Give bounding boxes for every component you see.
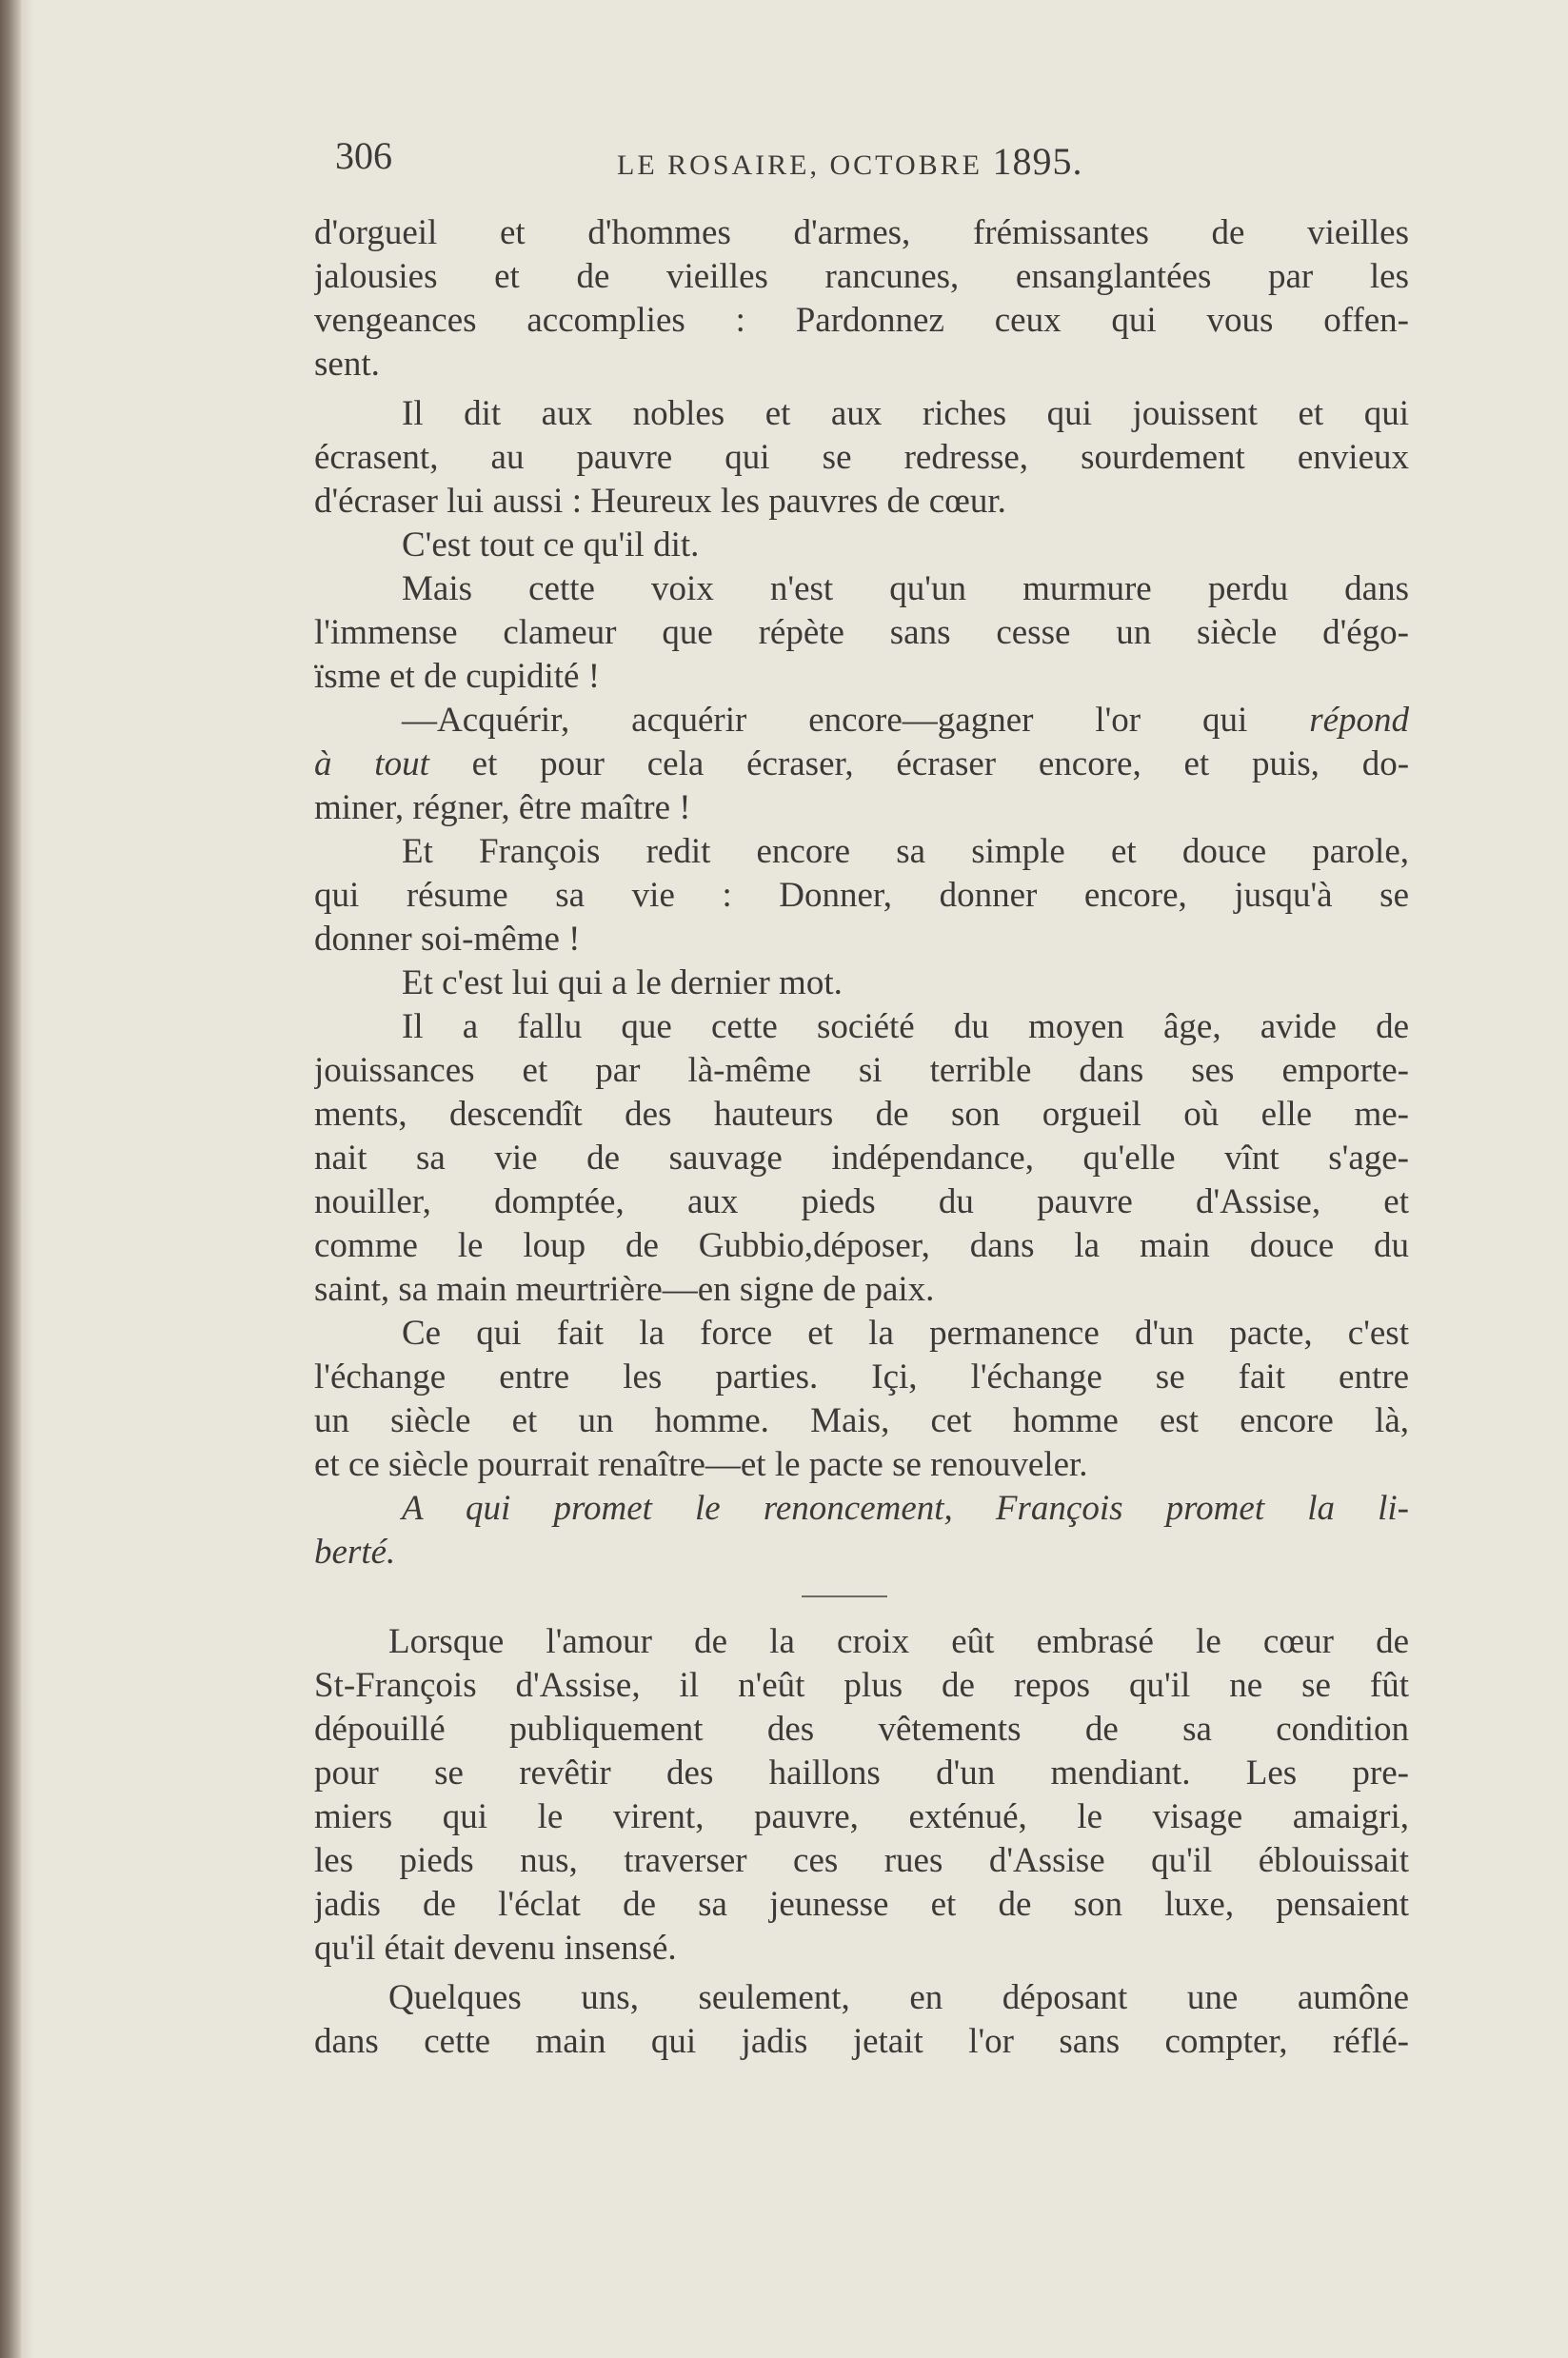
text-line: Quelques uns, seulement, en déposant une aumône — [388, 1978, 1409, 2017]
italic-text-line: berté. — [314, 1533, 396, 1572]
text-line: Il a fallu que cette société du moyen âge, avide de — [402, 1007, 1409, 1046]
text-line: nouiller, domptée, aux pieds du pauvre d'Assise, et — [314, 1182, 1409, 1221]
running-title-text: LE ROSAIRE, OCTOBRE — [617, 149, 982, 181]
text-line: jadis de l'éclat de sa jeunesse et de son luxe, pensaient — [314, 1885, 1409, 1924]
paragraph-4 — [314, 567, 1409, 699]
text-line: jouissances et par là-même si terrible dans ses emporte- — [314, 1051, 1409, 1090]
text-line: jalousies et de vieilles rancunes, ensanglantées par les — [314, 257, 1409, 296]
text-line: d'orgueil et d'hommes d'armes, frémissantes de vieilles — [314, 213, 1409, 252]
text-run: —Acquérir, acquérir encore—gagner l'or qui — [402, 701, 1248, 740]
text-line: donner soi-même ! — [314, 920, 581, 959]
paragraph-2 — [314, 392, 1409, 524]
paragraph-3 — [314, 524, 1409, 567]
running-title — [617, 139, 1082, 184]
text-line: un siècle et un homme. Mais, cet homme est encore là, — [314, 1401, 1409, 1440]
page-binding-shadow — [21, 0, 34, 2358]
italic-text-line: A qui promet le renoncement, François promet la li- — [402, 1489, 1409, 1528]
paragraph-8 — [314, 1005, 1409, 1312]
paragraph-12 — [314, 1976, 1409, 2064]
text-line: Mais cette voix n'est qu'un murmure perdu dans — [402, 569, 1409, 608]
text-line: Lorsque l'amour de la croix eût embrasé le cœur de — [388, 1622, 1409, 1661]
paragraph-5 — [314, 699, 1409, 830]
text-line: l'échange entre les parties. Içi, l'échange se fait entre — [314, 1357, 1409, 1397]
text-line: écrasent, au pauvre qui se redresse, sourdement envieux — [314, 438, 1409, 477]
paragraph-1 — [314, 211, 1409, 386]
text-line: vengeances accomplies : Pardonnez ceux qui vous offen- — [314, 301, 1409, 340]
text-line: dans cette main qui jadis jetait l'or sans compter, réflé- — [314, 2022, 1409, 2061]
page-number: 306 — [335, 134, 392, 177]
page-binding-edge — [0, 0, 21, 2358]
text-line: qu'il était devenu insensé. — [314, 1929, 677, 1968]
text-line: nait sa vie de sauvage indépendance, qu'elle vînt s'age- — [314, 1139, 1409, 1178]
page-body — [314, 211, 1409, 2064]
text-line: qui résume sa vie : Donner, donner encore, jusqu'à se — [314, 876, 1409, 915]
paragraph-6 — [314, 830, 1409, 961]
text-line: miers qui le virent, pauvre, exténué, le visage amaigri, — [314, 1797, 1409, 1836]
text-line: pour se revêtir des haillons d'un mendiant. Les pre- — [314, 1754, 1409, 1793]
text-line: les pieds nus, traverser ces rues d'Assise qu'il éblouissait — [314, 1841, 1409, 1880]
text-line: C'est tout ce qu'il dit. — [402, 525, 700, 565]
italic-text: à tout — [314, 744, 429, 783]
text-line: comme le loup de Gubbio,déposer, dans la main douce du — [314, 1226, 1409, 1265]
text-line — [314, 699, 1409, 743]
paragraph-7 — [314, 961, 1409, 1005]
text-line: et ce siècle pourrait renaître—et le pacte se renouveler. — [314, 1445, 1088, 1484]
paragraph-11 — [314, 1620, 1409, 1971]
text-line: miner, régner, être maître ! — [314, 788, 691, 827]
text-line — [314, 743, 1409, 786]
text-line: d'écraser lui aussi : Heureux les pauvres de cœur. — [314, 482, 1006, 521]
paragraph-9 — [314, 1312, 1409, 1487]
text-line: St-François d'Assise, il n'eût plus de repos qu'il ne se fût — [314, 1666, 1409, 1705]
text-line: sent. — [314, 345, 380, 384]
text-line: Et c'est lui qui a le dernier mot. — [402, 963, 843, 1002]
text-line: ments, descendît des hauteurs de son orgueil où elle me- — [314, 1095, 1409, 1134]
paragraph-10 — [314, 1487, 1409, 1575]
running-title-year: 1895. — [992, 140, 1083, 183]
text-run: et pour cela écraser, écraser encore, et puis, do- — [471, 744, 1409, 783]
text-line: ïsme et de cupidité ! — [314, 657, 601, 696]
text-line: Il dit aux nobles et aux riches qui jouissent et qui — [402, 394, 1409, 433]
page-header — [335, 133, 1411, 190]
text-line: Ce qui fait la force et la permanence d'un pacte, c'est — [402, 1314, 1409, 1353]
italic-text: répond — [1309, 701, 1409, 740]
section-divider — [802, 1595, 887, 1597]
text-line: l'immense clameur que répète sans cesse un siècle d'égo- — [314, 613, 1409, 652]
text-line: dépouillé publiquement des vêtements de sa condition — [314, 1710, 1409, 1749]
text-line: Et François redit encore sa simple et douce parole, — [402, 832, 1409, 871]
text-line: saint, sa main meurtrière—en signe de paix. — [314, 1270, 935, 1309]
